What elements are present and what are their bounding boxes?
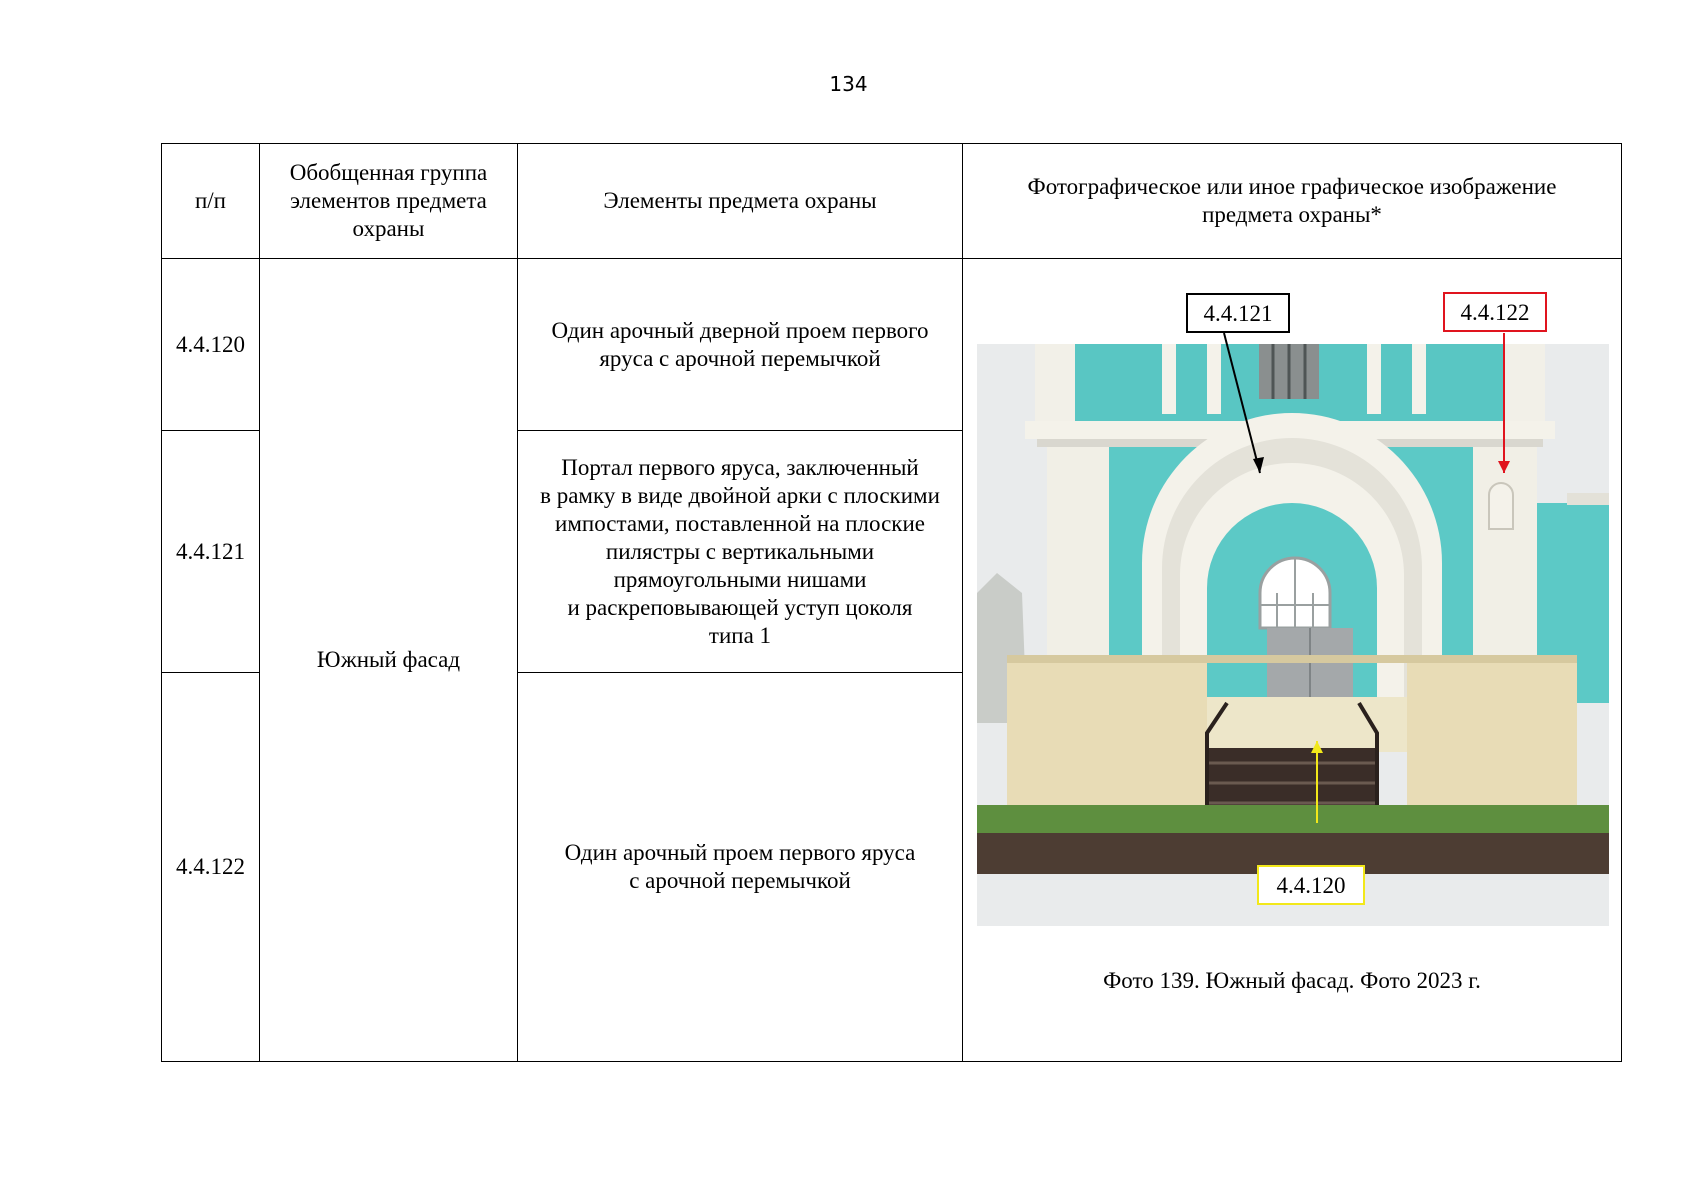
row-element [518, 673, 963, 1062]
callout-4-4-121: 4.4.121 [1186, 293, 1290, 333]
row-element [518, 431, 963, 673]
group-cell: Южный фасад [260, 259, 518, 1062]
element-line: типа 1 [708, 622, 772, 648]
header-image: Фотографическое или иное графическое изображение предмета охраны* [963, 144, 1622, 259]
callout-4-4-120: 4.4.120 [1257, 865, 1365, 905]
table-row [162, 259, 1622, 431]
header-num: п/п [162, 144, 260, 259]
photo-cell [963, 259, 1622, 1062]
element-line: импостами, поставленной на плоские [555, 510, 925, 536]
row-num: 4.4.121 [162, 431, 260, 673]
church-facade-image [977, 293, 1609, 926]
callout-4-4-122: 4.4.122 [1443, 292, 1547, 332]
facade-photo [977, 293, 1609, 926]
element-line: пилястры с вертикальными [605, 538, 875, 564]
element-line: Один арочный проем первого яруса [564, 840, 916, 865]
protection-table [161, 143, 1622, 1062]
header-row [162, 144, 1622, 259]
element-line: Портал первого яруса, заключенный [561, 454, 919, 480]
photo-caption: Фото 139. Южный фасад. Фото 2023 г. [1103, 968, 1481, 993]
row-element: Один арочный дверной проем первого яруса с арочной перемычкой [518, 259, 963, 431]
header-group: Обобщенная группа элементов предмета охраны [260, 144, 518, 259]
row-num: 4.4.120 [162, 259, 260, 431]
element-line: прямоугольными нишами [613, 566, 867, 592]
element-line: в рамку в виде двойной арки с плоскими [540, 482, 940, 508]
page-number: 134 [829, 72, 868, 96]
header-elements: Элементы предмета охраны [518, 144, 963, 259]
element-line: и раскреповывающей уступ цоколя [567, 594, 913, 620]
row-num: 4.4.122 [162, 673, 260, 1062]
element-line: с арочной перемычкой [629, 868, 851, 893]
